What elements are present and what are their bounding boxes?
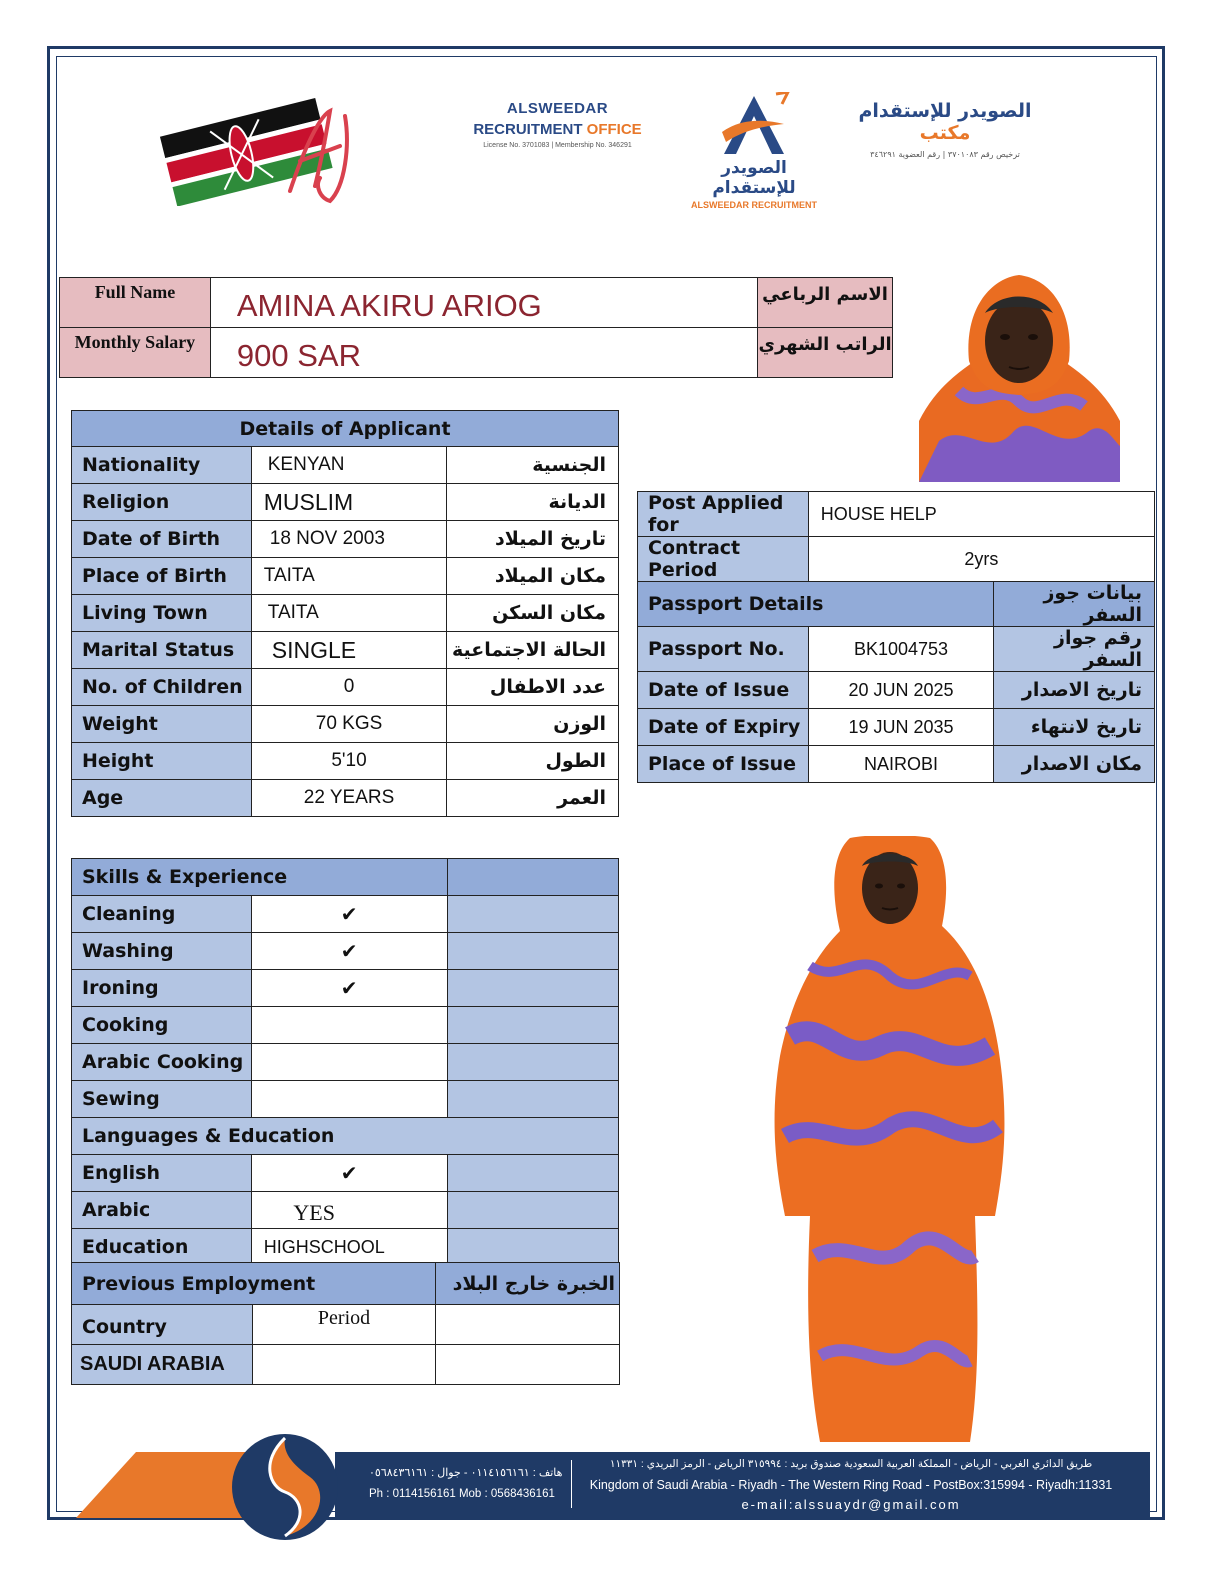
living-town-label-ar: مكان السكن	[447, 595, 619, 632]
language-row	[72, 1229, 619, 1266]
a-logo-arabic: الصويدر للإستقدام	[712, 158, 796, 198]
employment-country: SAUDI ARABIA	[72, 1345, 253, 1385]
age-label: Age	[72, 780, 252, 817]
details-row	[72, 632, 619, 669]
place-of-issue-value: NAIROBI	[808, 746, 994, 783]
religion-label-ar: الديانة	[447, 484, 619, 521]
full-name-label: Full Name	[60, 278, 211, 328]
language-blank-cell	[447, 1192, 618, 1229]
skills-title: Skills & Experience	[72, 859, 448, 896]
applicant-details-table	[71, 410, 619, 817]
passport-details-title-ar: بيانات جوز السفر	[994, 582, 1155, 627]
applicant-portrait-photo	[919, 271, 1120, 482]
salary-value: 900 SAR	[210, 328, 757, 378]
full-name-value: AMINA AKIRU ARIOG	[210, 278, 757, 328]
skill-ironing-check: ✔	[251, 970, 447, 1007]
dob-value: 18 NOV 2003	[251, 521, 447, 558]
language-blank-cell	[447, 1155, 618, 1192]
details-row	[72, 484, 619, 521]
full-name-label-ar: الاسم الرباعي	[758, 278, 893, 328]
height-value: 5'10	[251, 743, 447, 780]
children-value: 0	[251, 669, 447, 706]
skill-blank-cell	[447, 1007, 618, 1044]
expiry-date-label-ar: تاريخ لانتهاء	[994, 709, 1155, 746]
nationality-label: Nationality	[72, 447, 252, 484]
office-logo-line2: RECRUITMENT OFFICE	[473, 121, 642, 138]
place-of-issue-label: Place of Issue	[638, 746, 809, 783]
details-row	[72, 558, 619, 595]
age-value: 22 YEARS	[251, 780, 447, 817]
skills-table	[71, 858, 619, 1266]
skill-blank-cell	[447, 896, 618, 933]
dob-label: Date of Birth	[72, 521, 252, 558]
office-logo-license: License No. 3701083 | Membership No. 346291	[483, 142, 632, 149]
skill-ironing-label: Ironing	[72, 970, 252, 1007]
arabic-value: YES	[251, 1192, 447, 1229]
education-value: HIGHSCHOOL	[251, 1229, 447, 1266]
details-row	[72, 743, 619, 780]
passport-row	[638, 709, 1155, 746]
skill-cleaning-label: Cleaning	[72, 896, 252, 933]
marital-status-label-ar: الحالة الاجتماعية	[447, 632, 619, 669]
previous-employment-table	[71, 1262, 620, 1385]
skill-blank-cell	[447, 1044, 618, 1081]
living-town-label: Living Town	[72, 595, 252, 632]
passport-details-title: Passport Details	[638, 582, 994, 627]
kenya-flag-logo	[155, 86, 370, 206]
children-label-ar: عدد الاطفال	[447, 669, 619, 706]
contract-period-label: Contract Period	[638, 537, 809, 582]
skill-cleaning-check: ✔	[251, 896, 447, 933]
weight-label-ar: الوزن	[447, 706, 619, 743]
footer-divider	[571, 1460, 572, 1508]
marital-status-label: Marital Status	[72, 632, 252, 669]
height-label: Height	[72, 743, 252, 780]
skill-washing-check: ✔	[251, 933, 447, 970]
skills-title-blank	[447, 859, 618, 896]
details-row	[72, 780, 619, 817]
passport-row	[638, 672, 1155, 709]
skill-row	[72, 1044, 619, 1081]
arabic-label: Arabic	[72, 1192, 252, 1229]
post-applied-value: HOUSE HELP	[808, 492, 1154, 537]
nationality-label-ar: الجنسية	[447, 447, 619, 484]
arabic-logo-sub: ترخيص رقم ٣٧٠١٠٨٣ | رقم العضوية ٣٤٦٢٩١	[870, 150, 1020, 159]
marital-status-value: SINGLE	[251, 632, 447, 669]
details-row	[72, 706, 619, 743]
applicant-full-body-photo	[770, 836, 1010, 1448]
arabic-office-logo	[845, 100, 1045, 160]
place-of-issue-label-ar: مكان الاصدار	[994, 746, 1155, 783]
skill-row	[72, 896, 619, 933]
period-label: Period	[252, 1305, 436, 1345]
place-of-birth-label: Place of Birth	[72, 558, 252, 595]
skill-washing-label: Washing	[72, 933, 252, 970]
english-check: ✔	[251, 1155, 447, 1192]
height-label-ar: الطول	[447, 743, 619, 780]
age-label-ar: العمر	[447, 780, 619, 817]
passport-row	[638, 627, 1155, 672]
skill-blank-cell	[447, 1081, 618, 1118]
issue-date-value: 20 JUN 2025	[808, 672, 994, 709]
issue-date-label-ar: تاريخ الاصدار	[994, 672, 1155, 709]
skill-arabic-cooking-label: Arabic Cooking	[72, 1044, 252, 1081]
skill-arabic-cooking-check	[251, 1044, 447, 1081]
skill-cooking-check	[251, 1007, 447, 1044]
a-logo-english: ALSWEEDAR RECRUITMENT	[691, 200, 817, 210]
footer-logo-circle	[230, 1432, 340, 1542]
employment-period	[252, 1345, 436, 1385]
passport-row	[638, 746, 1155, 783]
footer-address-arabic: طريق الدائري الغربي - الرياض - المملكة العربية السعودية صندوق بريد : ٣١٥٩٩٤ الرياض - الرمز البريدي : ١١٣٣١	[609, 1458, 1093, 1470]
employment-extra	[436, 1345, 620, 1385]
previous-employment-title-ar: الخبرة خارج البلاد	[436, 1263, 620, 1305]
previous-blank-header	[436, 1305, 620, 1345]
living-town-value: TAITA	[251, 595, 447, 632]
previous-employment-title: Previous Employment	[72, 1263, 436, 1305]
details-row	[72, 521, 619, 558]
post-applied-label: Post Applied for	[638, 492, 809, 537]
skill-row	[72, 933, 619, 970]
place-of-birth-label-ar: مكان الميلاد	[447, 558, 619, 595]
passport-no-label-ar: رقم جواز السفر	[994, 627, 1155, 672]
contract-period-value: 2yrs	[808, 537, 1154, 582]
details-row	[72, 669, 619, 706]
salary-label-ar: الراتب الشهري	[758, 328, 893, 378]
languages-title: Languages & Education	[72, 1118, 619, 1155]
skill-sewing-check	[251, 1081, 447, 1118]
footer-email[interactable]: e-mail:alssuaydr@gmail.com	[741, 1497, 961, 1512]
employment-row	[72, 1345, 620, 1385]
religion-label: Religion	[72, 484, 252, 521]
footer-phone-english: Ph : 0114156161 Mob : 0568436161	[369, 1488, 555, 1500]
skill-blank-cell	[447, 933, 618, 970]
place-of-birth-value: TAITA	[251, 558, 447, 595]
details-row	[72, 595, 619, 632]
identity-table	[59, 277, 893, 378]
nationality-value: KENYAN	[251, 447, 447, 484]
salary-label: Monthly Salary	[60, 328, 211, 378]
passport-no-value: BK1004753	[808, 627, 994, 672]
passport-no-label: Passport No.	[638, 627, 809, 672]
language-blank-cell	[447, 1229, 618, 1266]
expiry-date-value: 19 JUN 2035	[808, 709, 994, 746]
post-passport-table	[637, 491, 1155, 783]
weight-value: 70 KGS	[251, 706, 447, 743]
language-row	[72, 1192, 619, 1229]
skill-row	[72, 1007, 619, 1044]
alsweedar-office-logo	[465, 100, 650, 170]
children-label: No. of Children	[72, 669, 252, 706]
office-logo-line1: ALSWEEDAR	[506, 100, 609, 117]
expiry-date-label: Date of Expiry	[638, 709, 809, 746]
skill-cooking-label: Cooking	[72, 1007, 252, 1044]
issue-date-label: Date of Issue	[638, 672, 809, 709]
english-label: English	[72, 1155, 252, 1192]
details-row	[72, 447, 619, 484]
skill-row	[72, 970, 619, 1007]
a-recruitment-logo	[684, 92, 824, 210]
language-row	[72, 1155, 619, 1192]
arabic-logo-title: الصويدر للإستقدام مكتب	[858, 100, 1032, 144]
footer-phone-arabic: هاتف : ٠١١٤١٥٦١٦١ - جوال : ٠٥٦٨٤٣٦١٦١	[369, 1467, 563, 1479]
skill-row	[72, 1081, 619, 1118]
skill-blank-cell	[447, 970, 618, 1007]
country-label: Country	[72, 1305, 253, 1345]
education-label: Education	[72, 1229, 252, 1266]
footer-address-english: Kingdom of Saudi Arabia - Riyadh - The Western Ring Road - PostBox:315994 - Riyadh:11331	[589, 1478, 1113, 1492]
skill-sewing-label: Sewing	[72, 1081, 252, 1118]
religion-value: MUSLIM	[251, 484, 447, 521]
weight-label: Weight	[72, 706, 252, 743]
a-letter-icon	[714, 92, 794, 158]
dob-label-ar: تاريخ الميلاد	[447, 521, 619, 558]
details-title: Details of Applicant	[72, 411, 619, 447]
